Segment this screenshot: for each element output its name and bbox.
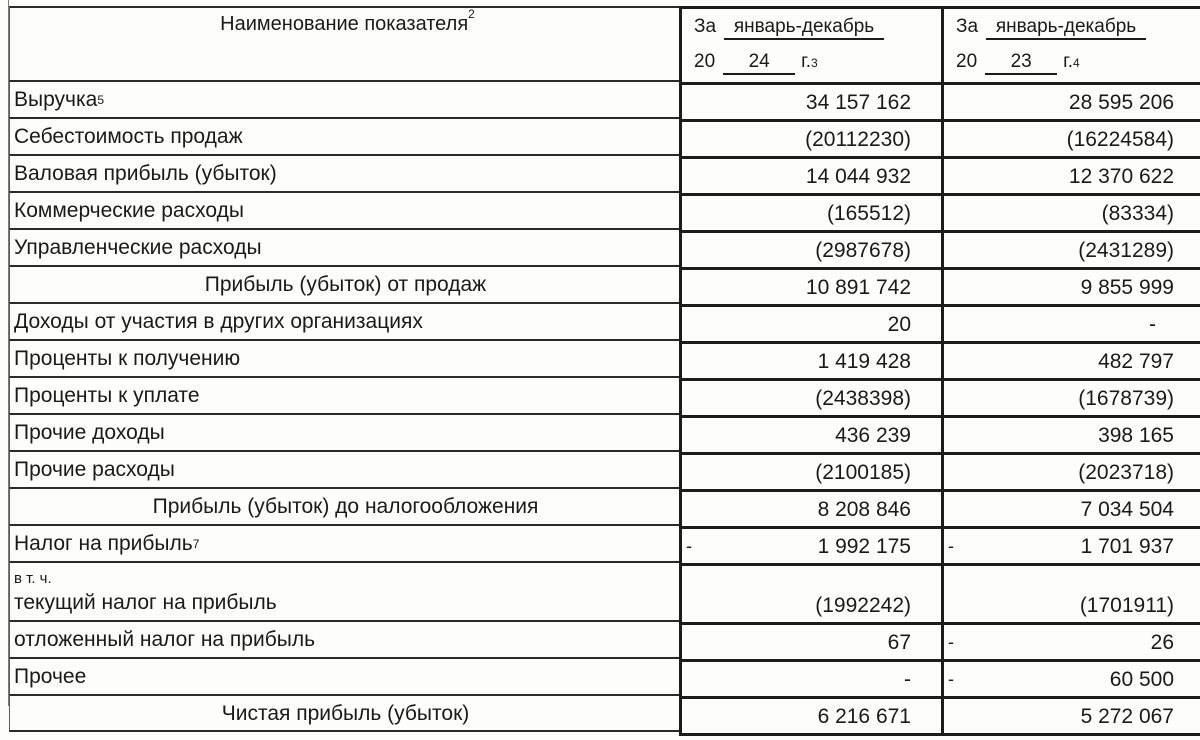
cell-value: (2100185) — [815, 460, 911, 484]
value-2024-other — [682, 659, 941, 696]
cell-value: (2023718) — [1078, 460, 1174, 484]
row-label-text: Прочее — [14, 665, 87, 688]
value-2023-income-from-participation — [944, 304, 1200, 341]
value-2024-income-from-participation — [682, 304, 941, 341]
cell-value: (165512) — [826, 201, 911, 225]
row-label-text: Себестоимость продаж — [14, 125, 243, 148]
row-label-text: Выручка — [14, 88, 98, 111]
row-label-other-income — [9, 413, 681, 450]
cell-value: (1701911) — [1079, 594, 1174, 617]
value-2024-net-profit — [682, 696, 941, 733]
cell-value: 60 500 — [1109, 667, 1174, 691]
cell-value: 14 044 932 — [805, 164, 911, 188]
column-header-2024: За январь-декабрь 20 24 г. 3 — [682, 9, 941, 82]
column-header-2023: За январь-декабрь 20 23 г. 4 — [944, 9, 1200, 82]
year-century: 20 — [694, 51, 716, 72]
row-label-revenue: Выручка 5 — [9, 80, 681, 117]
row-label-text: Прибыль (убыток) до налогообложения — [152, 495, 539, 518]
value-2023-admin-expenses — [944, 230, 1200, 267]
row-label-cost-of-sales — [9, 117, 681, 154]
column-2024 — [679, 6, 944, 736]
cell-value: 436 239 — [835, 423, 911, 447]
value-2023-profit-before-tax — [944, 489, 1200, 526]
value-2024-selling-expenses — [682, 193, 941, 230]
value-2024-admin-expenses — [682, 230, 941, 267]
cell-value: 5 272 067 — [1080, 704, 1174, 728]
row-label-profit-before-tax — [9, 487, 681, 524]
cell-value: (16224584) — [1066, 127, 1174, 151]
row-label-income-from-participation — [9, 302, 681, 339]
value-2023-net-profit — [944, 696, 1200, 733]
value-2023-selling-expenses — [944, 193, 1200, 230]
cell-value: 26 — [1150, 630, 1174, 654]
row-label-text: Налог на прибыль — [14, 532, 193, 555]
indicator-name-header-text: Наименование показателя — [220, 13, 469, 35]
cell-value: 6 216 671 — [817, 704, 911, 728]
row-label-text: Валовая прибыль (убыток) — [14, 162, 277, 185]
value-2024-other-expenses — [682, 452, 941, 489]
period-prefix: За — [956, 16, 979, 37]
cell-value: 9 855 999 — [1080, 275, 1174, 299]
cell-value: 10 891 742 — [805, 275, 911, 299]
row-label-text: отложенный налог на прибыль — [14, 628, 316, 651]
value-2024-cost-of-sales — [682, 119, 941, 156]
cell-value: (2987678) — [815, 238, 911, 262]
row-label-selling-expenses — [9, 191, 681, 228]
cell-value: (2438398) — [815, 386, 911, 410]
cell-value: 20 — [887, 312, 911, 336]
row-label-admin-expenses — [9, 228, 681, 265]
value-2024-deferred-income-tax — [682, 622, 941, 659]
value-2024-profit-before-tax — [682, 489, 941, 526]
cell-value: 8 208 846 — [817, 497, 911, 521]
cell-value: (2431289) — [1078, 238, 1174, 262]
value-2024-income-tax — [682, 526, 941, 563]
value-2023-current-income-tax — [944, 563, 1200, 622]
value-2024-interest-receivable — [682, 341, 941, 378]
row-label-text: Прибыль (убыток) от продаж — [204, 273, 487, 296]
year-suffix: г. — [801, 51, 812, 72]
row-label-text: Проценты к уплате — [14, 384, 200, 407]
cell-value: 7 034 504 — [1080, 497, 1174, 521]
value-2024-interest-payable — [682, 378, 941, 415]
row-label-deferred-income-tax — [9, 620, 681, 657]
value-2023-gross-profit — [944, 156, 1200, 193]
cell-value: 12 370 622 — [1068, 164, 1174, 188]
sign-prefix: - — [948, 669, 954, 689]
year-value: 23 — [985, 52, 1057, 75]
row-label-text: Управленческие расходы — [14, 236, 262, 259]
cell-value: (83334) — [1101, 201, 1174, 225]
cell-value: - — [1149, 312, 1156, 336]
cell-value: 398 165 — [1098, 423, 1174, 447]
value-2024-other-income — [682, 415, 941, 452]
cell-value: 67 — [887, 630, 911, 654]
cell-value: 482 797 — [1098, 349, 1174, 373]
row-label-prefix-text: в т. ч. — [14, 569, 52, 587]
indicator-name-header: Наименование показателя 2 — [9, 6, 681, 80]
sign-prefix: - — [686, 536, 692, 556]
row-label-other — [9, 657, 681, 694]
year-value: 24 — [723, 52, 795, 75]
cell-value: (1992242) — [815, 594, 911, 617]
row-label-text: Чистая прибыль (убыток) — [221, 701, 470, 725]
row-label-text: Проценты к получению — [14, 347, 241, 370]
cell-value: 1 992 175 — [817, 534, 911, 558]
row-label-text: Прочие расходы — [14, 458, 175, 481]
sign-prefix: - — [948, 536, 954, 556]
cell-value: (1678739) — [1078, 386, 1174, 410]
value-2023-interest-payable — [944, 378, 1200, 415]
row-label-operating-profit — [9, 265, 681, 302]
row-label-net-profit — [9, 694, 681, 732]
indicator-name-column — [9, 6, 681, 732]
row-label-interest-receivable — [9, 339, 681, 376]
value-2023-interest-receivable — [944, 341, 1200, 378]
value-2023-other — [944, 659, 1200, 696]
year-suffix: г. — [1063, 51, 1074, 72]
row-label-other-expenses — [9, 450, 681, 487]
row-label-text: Доходы от участия в других организациях — [14, 310, 423, 333]
row-label-text: Коммерческие расходы — [14, 199, 244, 222]
value-2023-cost-of-sales — [944, 119, 1200, 156]
row-label-income-tax: Налог на прибыль 7 — [9, 524, 681, 561]
year-century: 20 — [956, 51, 978, 72]
row-label-text: текущий налог на прибыль — [14, 590, 277, 614]
row-label-text: Прочие доходы — [14, 421, 165, 444]
cell-value: (20112230) — [805, 127, 911, 151]
period-prefix: За — [694, 16, 717, 37]
value-2023-deferred-income-tax — [944, 622, 1200, 659]
column-2023 — [941, 6, 1200, 736]
row-label-interest-payable — [9, 376, 681, 413]
row-label-current-income-tax — [9, 561, 681, 620]
cell-value: - — [904, 667, 911, 691]
period-value: январь-декабрь — [986, 17, 1146, 40]
value-2023-operating-profit — [944, 267, 1200, 304]
value-2023-other-expenses — [944, 452, 1200, 489]
cell-value: 1 419 428 — [817, 349, 911, 373]
row-label-gross-profit — [9, 154, 681, 191]
value-2024-current-income-tax — [682, 563, 941, 622]
value-2023-income-tax — [944, 526, 1200, 563]
value-2023-revenue — [944, 82, 1200, 119]
value-2024-revenue — [682, 82, 941, 119]
cell-value: 28 595 206 — [1068, 90, 1174, 114]
value-2024-gross-profit — [682, 156, 941, 193]
value-2023-other-income — [944, 415, 1200, 452]
sign-prefix: - — [948, 632, 954, 652]
cell-value: 34 157 162 — [805, 90, 911, 114]
cell-value: 1 701 937 — [1080, 534, 1174, 558]
value-2024-operating-profit — [682, 267, 941, 304]
period-value: январь-декабрь — [724, 17, 884, 40]
